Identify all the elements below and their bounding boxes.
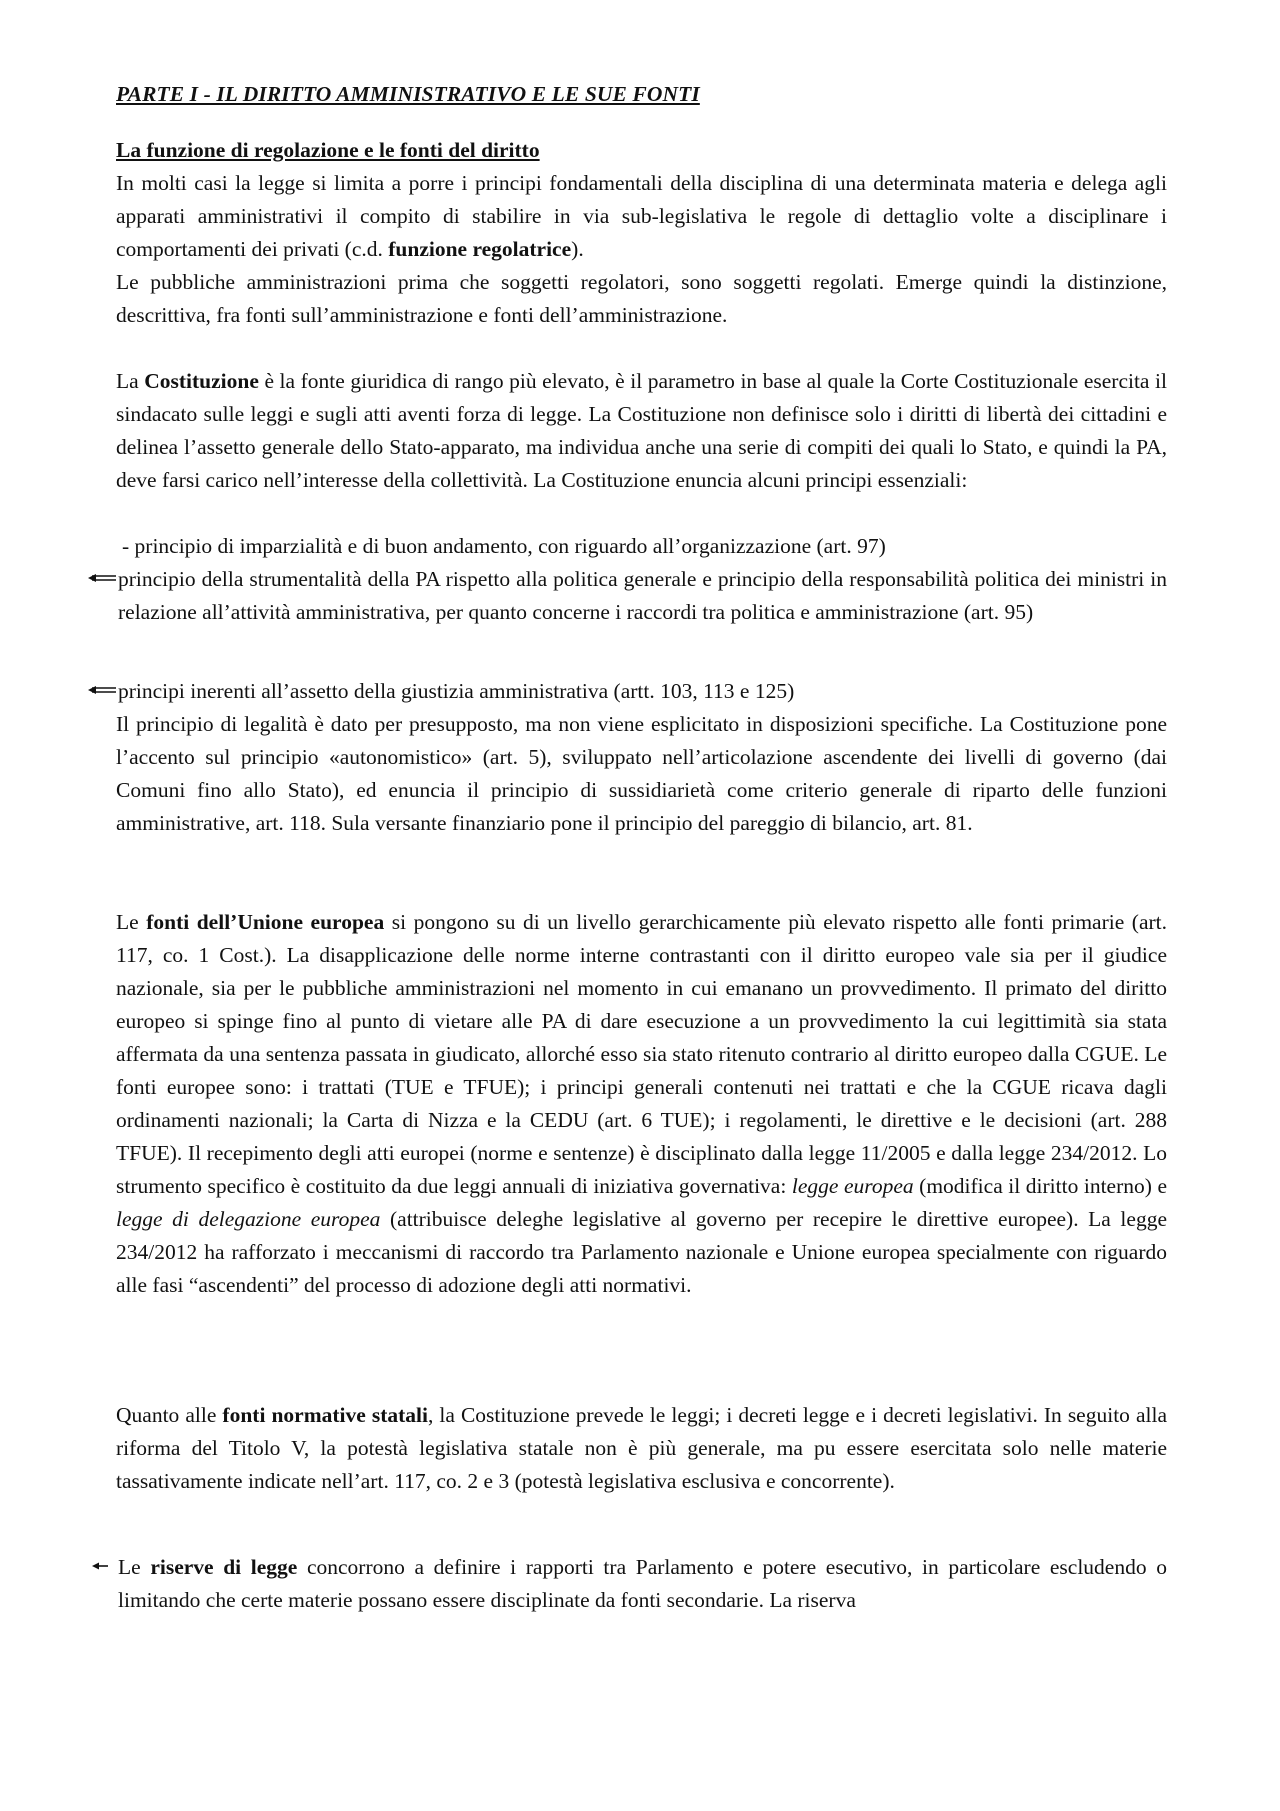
p3-bold: Costituzione [144,369,259,393]
p1-bold: funzione regolatrice [388,237,572,261]
p1-text-end: ). [571,237,584,261]
p3-text: La [116,369,145,393]
p6-bold: fonti normative statali [222,1403,428,1427]
paragraph-state-sources [116,1399,1167,1498]
p7-bold: riserve di legge [150,1555,298,1579]
arrow-bullet-icon [88,563,116,596]
p7-text-end: concorrono a definire i rapporti tra Parlamento e potere esecutivo, in particolare escludendo o limitando che certe materie possano essere disciplinate da fonti secondarie. La riserva [118,1555,1167,1612]
p5-text-mid: si pongono su di un livello gerarchicamente più elevato rispetto alle fonti primarie (art. 117, co. 1 Cost.). La disapplicazione delle norme interne contrastanti con il diritto europeo vale sia per il giudice nazionale, sia per le pubbliche amministrazioni nel momento in cui emanano un provvedimento. Il primato del diritto europeo si spinge fino al punto di vietare alle PA di dare esecuzione a un provvedimento la cui legittimità sia stata affermata da una sentenza passata in giudicato, allorché esso sia stato ritenuto contrario al diritto europeo dalla CGUE. Le fonti europee sono: i trattati (TUE e TFUE); i principi generali contenuti nei trattati e che la CGUE ricava dagli ordinamenti nazionali; la Carta di Nizza e la CEDU (art. 6 TUE); i regolamenti, le direttive e le decisioni (art. 288 TFUE). Il recepimento degli atti europei (norme e sentenze) è disciplinato dalla legge 11/2005 e dalla legge 234/2012. Lo strumento specifico è costituito da due leggi annuali di iniziativa governativa: [116,910,1168,1198]
p6-text-end: , la Costituzione prevede le leggi; i decreti legge e i decreti legislativi. In seguito alla riforma del Titolo V, la potestà legislativa statale non è più generale, ma pu essere esercitata solo nelle materie tassativamente indicate nell’art. 117, co. 2 e 3 (potestà legislativa esclusiva e concorrente). [116,1403,1168,1493]
p3-text-end: è la fonte giuridica di rango più elevato, è il parametro in base al quale la Corte Costituzionale esercita il sindacato sulle leggi e sugli atti aventi forza di legge. La Costituzione non definisce solo i diritti di libertà dei cittadini e delinea l’assetto generale dello Stato-apparato, ma individua anche una serie di compiti dei quali lo Stato, e quindi la PA, deve farsi carico nell’interesse della collettività. La Costituzione enuncia alcuni principi essenziali: [116,369,1167,492]
p5-text-mid2: (modifica il diritto interno) e [913,1174,1167,1198]
p7-text: Le [118,1555,151,1579]
paragraph-regulated-subjects: Le pubbliche amministrazioni prima che soggetti regolatori, sono soggetti regolati. Emerge quindi la distinzione, descrittiva, fra fonti sull’amministrazione e fonti dell’amministrazione. [116,270,1167,327]
list-item-text: principi inerenti all’assetto della giustizia amministrativa (artt. 103, 113 e 125) [118,679,795,703]
p5-text-end: (attribuisce deleghe legislative al governo per recepire le direttive europee). La legge 234/2012 ha rafforzato i meccanismi di raccordo tra Parlamento nazionale e Unione europea specialmente con riguardo alle fasi “ascendenti” del processo di adozione degli atti normativi. [116,1207,1167,1297]
list-item: - principio di imparzialità e di buon andamento, con riguardo all’organizzazione (art. 97) [122,534,886,558]
paragraph-constitution [116,365,1167,497]
list-item [118,1551,1167,1617]
list-item [118,675,1167,708]
arrow-bullet-icon [88,1551,116,1584]
list-item-text [118,1555,1167,1612]
p5-text: Le [116,910,147,934]
paragraph-legality: Il principio di legalità è dato per presupposto, ma non viene esplicitato in disposizioni specifiche. La Costituzione pone l’accento sul principio «autonomistico» (art. 5), sviluppato nell’articolazione ascendente dei livelli di governo (dai Comuni fino allo Stato), ed enuncia il principio di sussidiarietà come criterio generale di riparto delle funzioni amministrative, art. 118. Sula versante finanziario pone il principio del pareggio di bilancio, art. 81. [116,712,1167,835]
arrow-bullet-icon [88,675,116,708]
p6-text: Quanto alle [116,1403,223,1427]
p5-bold: fonti dell’Unione europea [146,910,385,934]
p5-italic-legge-europea: legge europea [791,1174,914,1198]
list-item [118,563,1167,629]
document-title: PARTE I - IL DIRITTO AMMINISTRATIVO E LE SUE FONTI [116,82,700,106]
section-title: La funzione di regolazione e le fonti del diritto [116,138,540,162]
paragraph-eu-sources [116,906,1167,1302]
list-item-text: principio della strumentalità della PA rispetto alla politica generale e principio della responsabilità politica dei ministri in relazione all’attività amministrativa, per quanto concerne i raccordi tra politica e amministrazione (art. 95) [118,567,1167,624]
p1-text: In molti casi la legge si limita a porre i principi fondamentali della disciplina di una determinata materia e delega agli apparati amministrativi il compito di stabilire in via sub-legislativa le regole di dettaglio volte a disciplinare i comportamenti dei privati (c.d. [116,171,1167,261]
paragraph-regulatory-function [116,167,1167,266]
p5-italic-legge-delegazione: legge di delegazione europea [116,1207,381,1231]
